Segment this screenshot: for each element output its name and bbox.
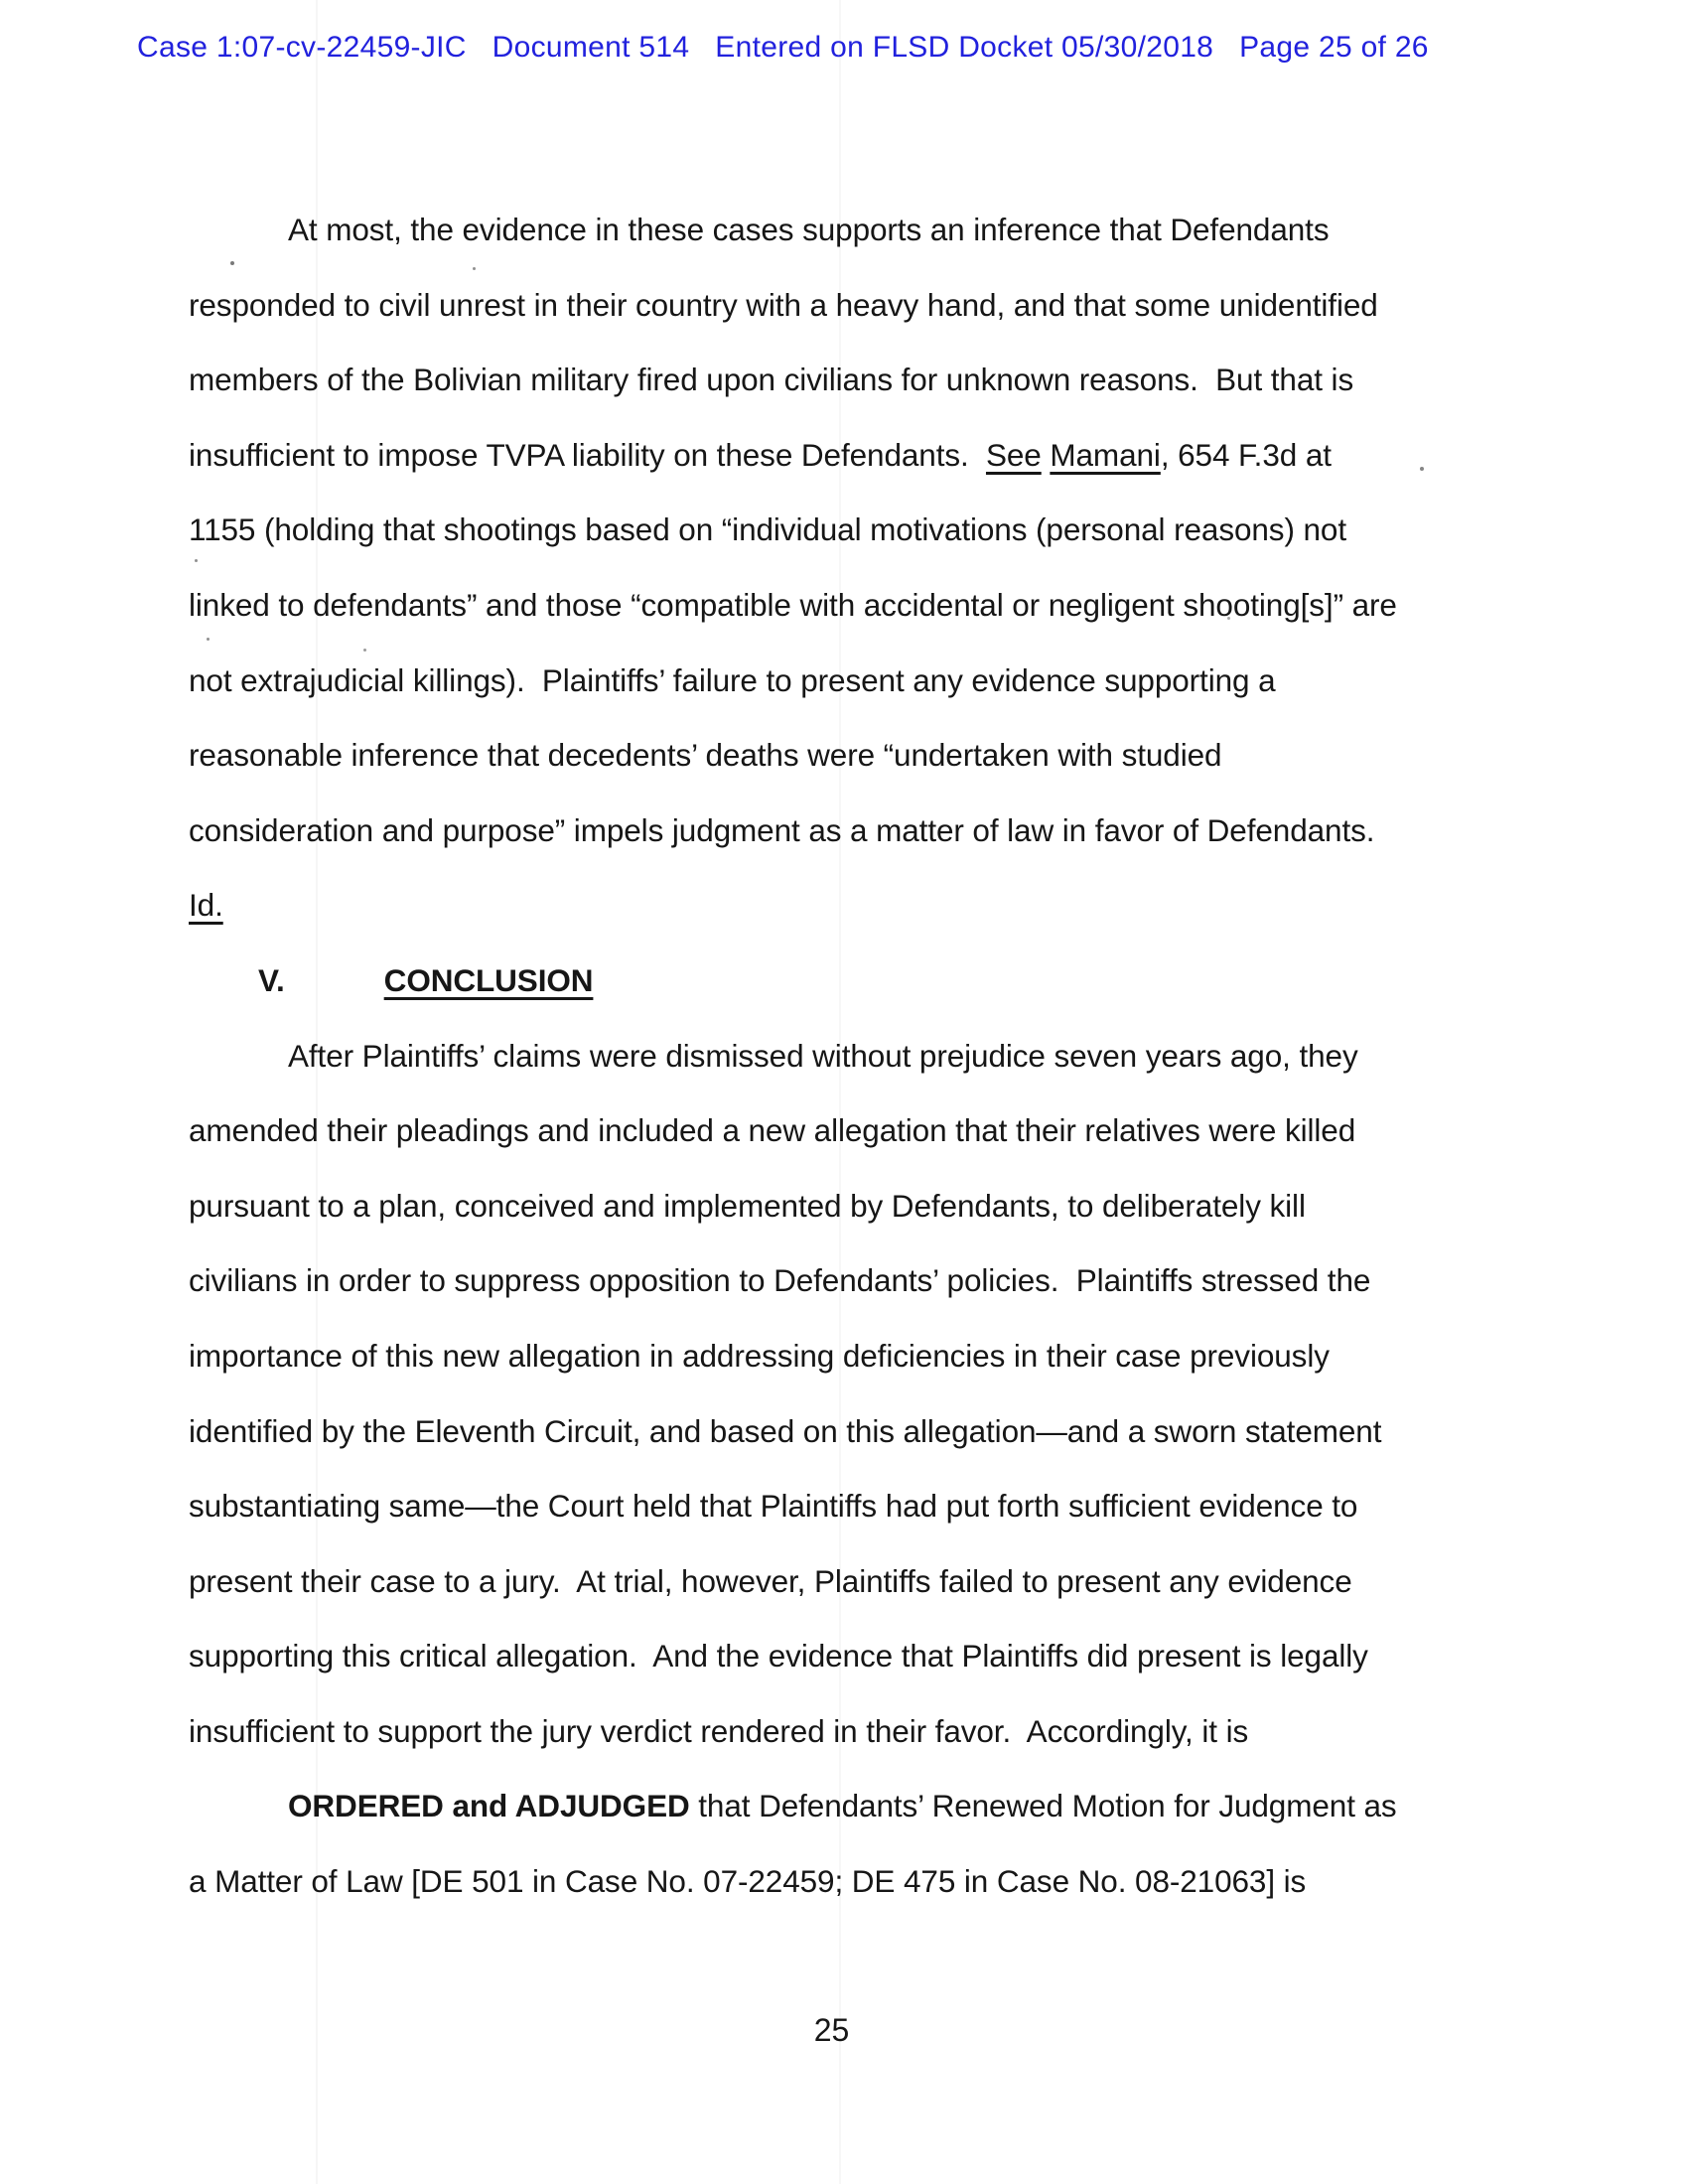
scan-artifact: [207, 638, 210, 641]
document-line: [189, 268, 1479, 344]
document-line: [189, 868, 1479, 944]
text-segment: reasonable inference that decedents’ deaths were “undertaken with studied: [189, 737, 1222, 774]
document-line: [189, 1243, 1479, 1319]
document-line: [189, 1394, 1479, 1470]
document-line: [189, 1093, 1479, 1169]
text-segment: that Defendants’ Renewed Motion for Judgment as: [689, 1788, 1397, 1824]
document-line: [189, 1694, 1479, 1770]
text-segment: CONCLUSION: [383, 961, 594, 998]
document-line: [189, 343, 1479, 418]
docket-stamp-header: Case 1:07-cv-22459-JIC Document 514 Entered on FLSD Docket 05/30/2018 Page 25 of 26: [137, 31, 1429, 64]
document-line: [189, 718, 1479, 794]
text-segment: consideration and purpose” impels judgment as a matter of law in favor of Defendants.: [189, 811, 1375, 848]
scan-artifact: [230, 261, 234, 265]
text-segment: Mamani: [1050, 436, 1161, 473]
scan-crease: [316, 0, 318, 2184]
scan-artifact: [998, 688, 1001, 691]
scan-artifact: [195, 559, 198, 562]
document-line: [189, 644, 1479, 719]
text-segment: amended their pleadings and included a new allegation that their relatives were killed: [189, 1112, 1356, 1149]
document-line: [189, 1769, 1479, 1844]
text-segment: , 654 F.3d at: [1160, 436, 1332, 473]
scan-artifact: [1420, 467, 1424, 471]
text-segment: pursuant to a plan, conceived and implemented by Defendants, to deliberately kill: [189, 1187, 1306, 1224]
text-segment: not extrajudicial killings). Plaintiffs’ failure to present any evidence supporting a: [189, 661, 1276, 698]
document-line: [189, 1544, 1479, 1620]
document-line: [189, 1469, 1479, 1544]
text-segment: linked to defendants” and those “compatible with accidental or negligent shooting[s]” are: [189, 586, 1397, 623]
text-segment: present their case to a jury. At trial, however, Plaintiffs failed to present any evidence: [189, 1562, 1352, 1599]
text-segment: V.: [258, 961, 285, 998]
scan-crease: [839, 0, 841, 2184]
text-segment: After Plaintiffs’ claims were dismissed without prejudice seven years ago, they: [288, 1037, 1358, 1074]
text-segment: substantiating same—the Court held that Plaintiffs had put forth sufficient evidence to: [189, 1488, 1358, 1525]
document-line: [189, 193, 1479, 268]
text-segment: insufficient to impose TVPA liability on these Defendants.: [189, 436, 986, 473]
document-line: [189, 1169, 1479, 1244]
text-segment: supporting this critical allegation. And the evidence that Plaintiffs did present is legally: [189, 1638, 1368, 1674]
document-line: [189, 568, 1479, 644]
text-segment: At most, the evidence in these cases supports an inference that Defendants: [288, 212, 1330, 247]
text-segment: civilians in order to suppress opposition to Defendants’ policies. Plaintiffs stressed the: [189, 1262, 1371, 1299]
section-heading: [189, 944, 1479, 1019]
text-segment: Id.: [189, 887, 223, 924]
document-line: [189, 794, 1479, 869]
page-number: 25: [813, 2012, 850, 2048]
text-segment: a Matter of Law [DE 501 in Case No. 07-22459; DE 475 in Case No. 08-21063] is: [189, 1863, 1307, 1900]
text-segment: importance of this new allegation in addressing deficiencies in their case previously: [189, 1337, 1330, 1374]
text-segment: ORDERED and ADJUDGED: [288, 1788, 690, 1824]
document-line: [189, 1319, 1479, 1394]
text-segment: 1155 (holding that shootings based on “individual motivations (personal reasons) not: [189, 511, 1346, 548]
text-segment: members of the Bolivian military fired upon civilians for unknown reasons. But that is: [189, 362, 1354, 398]
scan-artifact: [1227, 617, 1230, 620]
document-line: [189, 493, 1479, 568]
scan-artifact: [473, 267, 476, 270]
document-line: [189, 1844, 1479, 1920]
document-body: [189, 193, 1479, 1920]
scan-artifact: [363, 649, 366, 652]
text-segment: responded to civil unrest in their country with a heavy hand, and that some unidentified: [189, 286, 1378, 323]
text-segment: insufficient to support the jury verdict rendered in their favor. Accordingly, it is: [189, 1712, 1249, 1749]
text-segment: identified by the Eleventh Circuit, and based on this allegation—and a sworn statement: [189, 1412, 1382, 1449]
document-line: [189, 1619, 1479, 1694]
document-line: [189, 418, 1479, 494]
text-segment: See: [985, 436, 1042, 473]
document-line: [189, 1019, 1479, 1094]
